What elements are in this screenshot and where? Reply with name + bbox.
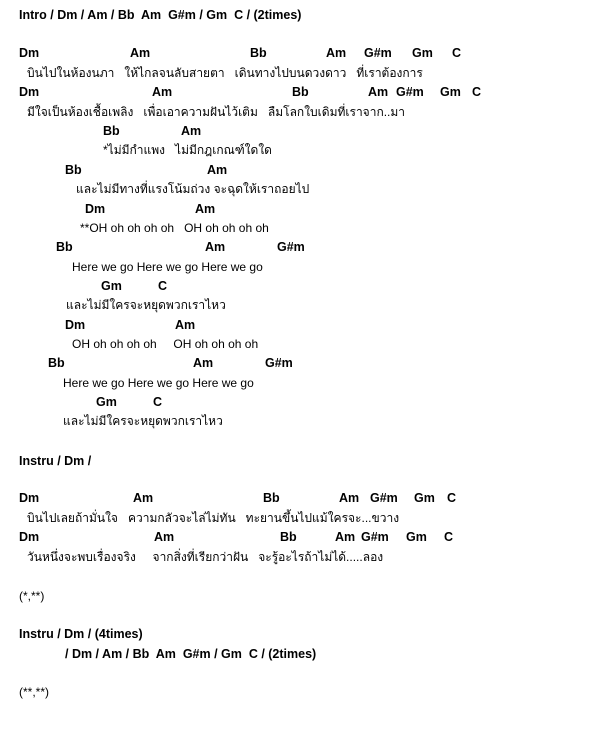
- chord-label: C: [447, 491, 457, 505]
- chord-label: Dm: [19, 85, 40, 99]
- chord-label: Dm: [19, 46, 40, 60]
- section-heading: Intro / Dm / Am / Bb Am G#m / Gm C / (2times): [19, 8, 302, 22]
- chord-label: G#m: [361, 530, 389, 544]
- chord-label: Dm: [19, 491, 40, 505]
- chord-label: Bb: [250, 46, 267, 60]
- chord-label: Am: [195, 202, 216, 216]
- lyric-line: *ไม่มีกำแพง ไม่มีกฎเกณฑ์ใดใด: [103, 143, 272, 157]
- chord-label: Gm: [440, 85, 461, 99]
- chord-label: Bb: [292, 85, 309, 99]
- lyric-line: **OH oh oh oh oh OH oh oh oh oh: [80, 221, 269, 235]
- lyric-line: บินไปเลยถ้ามั่นใจ ความกลัวจะไล่ไม่ทัน ทะยานขึ้นไปแม้ใครจะ...ขวาง: [27, 511, 400, 525]
- chord-label: Dm: [85, 202, 106, 216]
- chord-label: Am: [175, 318, 196, 332]
- lyric-line: Here we go Here we go Here we go: [63, 376, 254, 390]
- chord-label: Am: [205, 240, 226, 254]
- chord-label: G#m: [265, 356, 293, 370]
- chord-label: C: [444, 530, 454, 544]
- chord-label: Am: [326, 46, 347, 60]
- chord-label: Am: [181, 124, 202, 138]
- chord-label: Am: [133, 491, 154, 505]
- chord-label: Bb: [65, 163, 82, 177]
- lyric-line: วันหนึ่งจะพบเรื่องจริง จากสิ่งที่เรียกว่าฝัน จะรู้อะไรถ้าไม่ได้.....ลอง: [27, 550, 384, 564]
- lyric-line: บินไปในห้องนภา ให้ไกลจนลับสายตา เดินทางไปบนดวงดาว ที่เราต้องการ: [27, 66, 423, 80]
- chord-label: Gm: [101, 279, 122, 293]
- chord-label: C: [153, 395, 163, 409]
- lyric-line: และไม่มีใครจะหยุดพวกเราไหว: [66, 298, 226, 312]
- lyric-line: และไม่มีใครจะหยุดพวกเราไหว: [63, 414, 223, 428]
- chord-label: Am: [152, 85, 173, 99]
- chord-label: Am: [154, 530, 175, 544]
- lyric-line: มีใจเป็นห้องเชื้อเพลิง เพื่อเอาความฝันไว้เติม ลืมโลกใบเดิมที่เราจาก..มา: [27, 105, 406, 119]
- chord-label: Am: [335, 530, 356, 544]
- chord-label: G#m: [396, 85, 424, 99]
- chord-label: Am: [130, 46, 151, 60]
- chord-label: Gm: [412, 46, 433, 60]
- chord-label: Gm: [96, 395, 117, 409]
- chord-label: Am: [339, 491, 360, 505]
- chord-label: Am: [207, 163, 228, 177]
- chord-label: G#m: [277, 240, 305, 254]
- chord-label: Am: [193, 356, 214, 370]
- chord-label: Gm: [406, 530, 427, 544]
- chord-label: Dm: [19, 530, 40, 544]
- chord-label: Bb: [48, 356, 65, 370]
- lyric-line: (*,**): [19, 589, 45, 603]
- chord-label: C: [452, 46, 462, 60]
- chord-label: Bb: [103, 124, 120, 138]
- section-heading: Instru / Dm / (4times): [19, 627, 143, 641]
- lyric-line: Here we go Here we go Here we go: [72, 260, 263, 274]
- lyric-line: (**,**): [19, 685, 50, 699]
- chord-label: G#m: [364, 46, 392, 60]
- chord-label: Bb: [263, 491, 280, 505]
- chord-label: Am: [368, 85, 389, 99]
- section-heading: Instru / Dm /: [19, 454, 92, 468]
- chord-label: C: [158, 279, 168, 293]
- lyric-line: และไม่มีทางที่แรงโน้มถ่วง จะฉุดให้เราถอยไป: [76, 182, 310, 196]
- chord-label: G#m: [370, 491, 398, 505]
- section-heading: / Dm / Am / Bb Am G#m / Gm C / (2times): [65, 647, 317, 661]
- chord-label: Gm: [414, 491, 435, 505]
- chord-label: Bb: [56, 240, 73, 254]
- chord-label: Bb: [280, 530, 297, 544]
- chord-label: Dm: [65, 318, 86, 332]
- chord-label: C: [472, 85, 482, 99]
- lyric-line: OH oh oh oh oh OH oh oh oh oh: [72, 337, 259, 351]
